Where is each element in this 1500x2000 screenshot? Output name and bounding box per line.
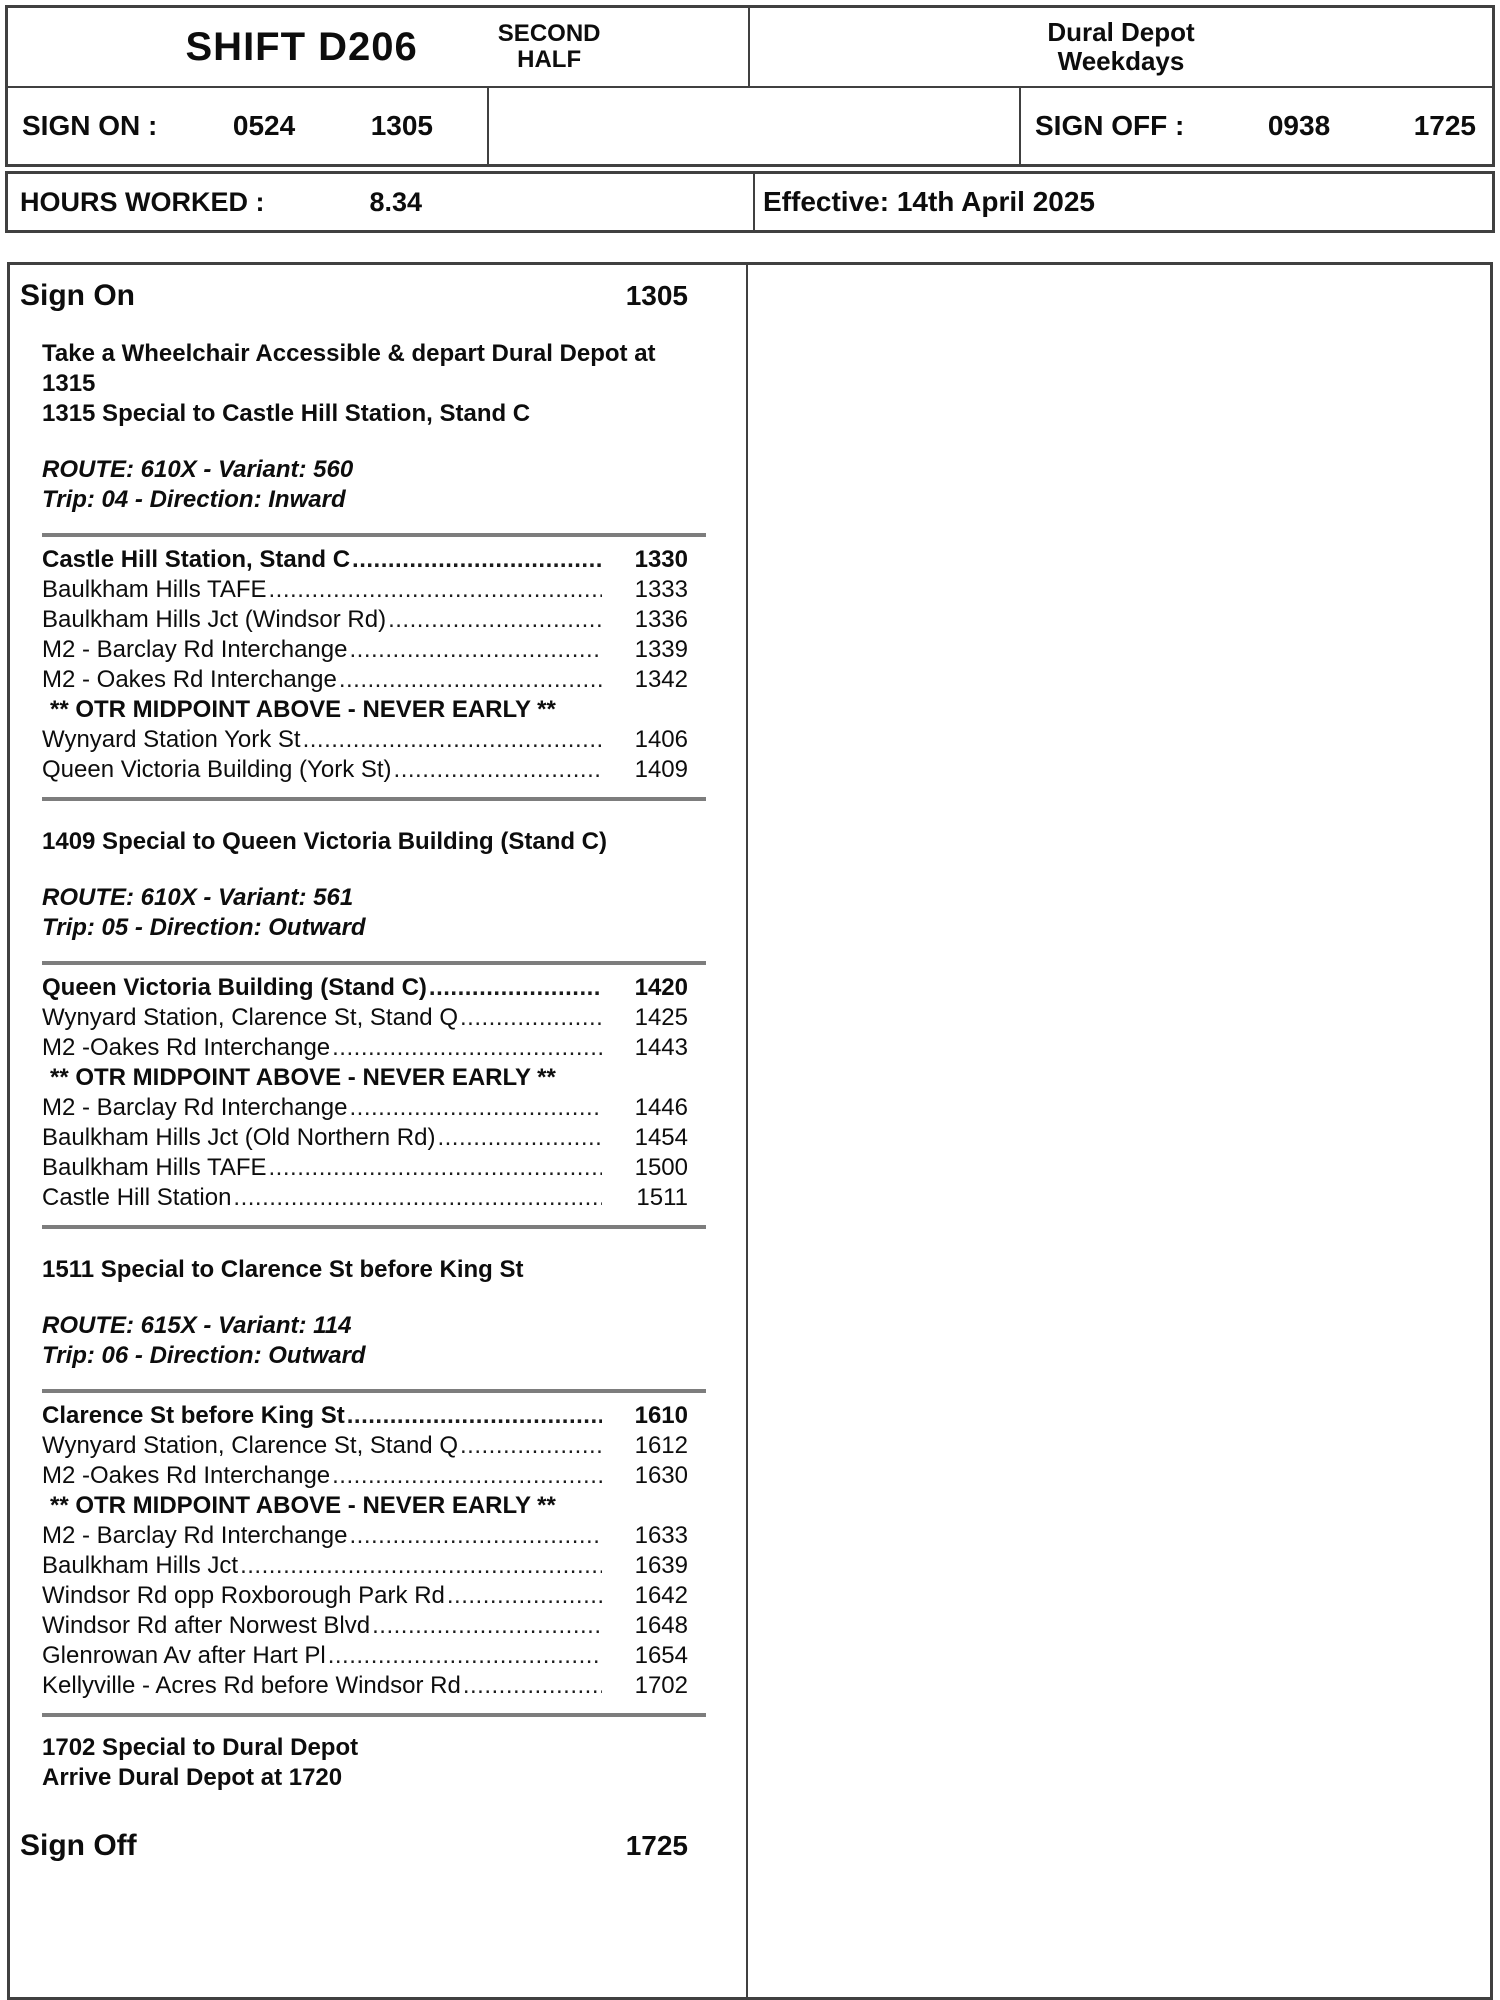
dot-leader	[269, 575, 602, 605]
stop-name: Wynyard Station, Clarence St, Stand Q	[42, 1004, 458, 1031]
stop-name: Castle Hill Station, Stand C	[42, 546, 351, 573]
section-divider	[42, 1713, 706, 1717]
instruction-line: 1511 Special to Clarence St before King St	[42, 1256, 524, 1283]
sign-off-time-first: 0938	[1267, 110, 1331, 141]
midpoint-note: ** OTR MIDPOINT ABOVE - NEVER EARLY **	[50, 1492, 556, 1519]
midpoint-note: ** OTR MIDPOINT ABOVE - NEVER EARLY **	[50, 696, 556, 723]
stop-time: 1630	[634, 1462, 688, 1489]
stop-name: M2 - Oakes Rd Interchange	[42, 666, 337, 693]
stop-time: 1333	[634, 576, 688, 603]
hours-worked-value: 8.34	[369, 186, 423, 217]
instruction-line: Take a Wheelchair Accessible & depart Dural Depot at	[42, 340, 656, 367]
stop-row	[42, 665, 706, 695]
dot-leader	[388, 605, 602, 635]
stop-time: 1342	[634, 666, 688, 693]
closing-line: Arrive Dural Depot at 1720	[42, 1764, 343, 1791]
stop-name: Queen Victoria Building (York St)	[42, 756, 392, 783]
duty-left-column	[10, 265, 748, 1997]
dot-leader	[460, 1003, 602, 1033]
depot-name: Dural Depot	[1047, 17, 1195, 47]
stop-time: 1446	[634, 1094, 688, 1121]
trip-header	[42, 1311, 732, 1371]
dot-leader	[447, 1581, 602, 1611]
body-sign-on-time: 1305	[625, 280, 688, 311]
stop-name: Baulkham Hills TAFE	[42, 576, 267, 603]
stop-row	[42, 545, 706, 575]
dot-leader	[339, 665, 602, 695]
stop-list	[42, 973, 706, 1213]
instruction-line: 1315	[42, 370, 96, 397]
stop-row	[42, 1551, 706, 1581]
stop-name: Windsor Rd opp Roxborough Park Rd	[42, 1582, 445, 1609]
section-divider	[42, 1225, 706, 1229]
header-title-row	[8, 8, 1492, 88]
dot-leader	[349, 1521, 602, 1551]
instruction-line: 1315 Special to Castle Hill Station, Stand C	[42, 400, 531, 427]
stop-row	[42, 1153, 706, 1183]
section-divider	[42, 533, 706, 537]
section-divider	[42, 797, 706, 801]
stop-name: M2 - Barclay Rd Interchange	[42, 636, 348, 663]
stop-time: 1702	[634, 1672, 688, 1699]
stop-name: M2 - Barclay Rd Interchange	[42, 1094, 348, 1121]
stop-row	[42, 1401, 706, 1431]
stop-time: 1642	[634, 1582, 688, 1609]
dot-leader	[352, 545, 602, 575]
duty-right-column-empty	[748, 265, 1490, 1997]
stop-list	[42, 545, 706, 785]
dot-leader	[233, 1183, 602, 1213]
stop-name: M2 - Barclay Rd Interchange	[42, 1522, 348, 1549]
dot-leader	[394, 755, 602, 785]
stop-time: 1330	[634, 546, 688, 573]
stop-row	[42, 605, 706, 635]
trip-direction-line: Trip: 05 - Direction: Outward	[42, 914, 366, 941]
stop-name: Baulkham Hills Jct (Windsor Rd)	[42, 606, 387, 633]
body-sign-off-row	[20, 1829, 702, 1863]
stop-time: 1511	[636, 1184, 688, 1211]
stop-list	[42, 1401, 706, 1701]
stop-row	[42, 1641, 706, 1671]
stop-row	[42, 725, 706, 755]
trip-header	[42, 455, 732, 515]
dot-leader	[328, 1641, 602, 1671]
stop-name: Queen Victoria Building (Stand C)	[42, 974, 427, 1001]
dot-leader	[437, 1123, 602, 1153]
dot-leader	[332, 1461, 602, 1491]
sign-on-label: SIGN ON :	[22, 110, 158, 141]
stop-row	[42, 1611, 706, 1641]
hours-worked-cell	[8, 174, 755, 230]
stop-time: 1406	[634, 726, 688, 753]
stop-time: 1420	[634, 974, 688, 1001]
stop-row	[42, 1581, 706, 1611]
stop-row	[42, 635, 706, 665]
depot-cell	[750, 8, 1492, 86]
trip-section	[20, 1255, 732, 1717]
shift-half-line1: SECOND	[497, 20, 601, 47]
header-table	[5, 5, 1495, 167]
section-divider	[42, 1389, 706, 1393]
dot-leader	[460, 1431, 602, 1461]
sign-off-summary-cell	[1021, 88, 1492, 164]
body-sign-on-label: Sign On	[20, 279, 135, 312]
stop-row	[42, 1461, 706, 1491]
shift-title-cell	[8, 8, 750, 86]
stop-time: 1443	[634, 1034, 688, 1061]
stop-row	[42, 1123, 706, 1153]
stop-time: 1639	[634, 1552, 688, 1579]
dot-leader	[429, 973, 602, 1003]
sign-on-summary-cell	[8, 88, 489, 164]
route-variant-line: ROUTE: 610X - Variant: 560	[42, 456, 354, 483]
stop-name: Baulkham Hills TAFE	[42, 1154, 267, 1181]
stop-time: 1425	[634, 1004, 688, 1031]
stop-name: M2 -Oakes Rd Interchange	[42, 1462, 331, 1489]
stop-time: 1336	[634, 606, 688, 633]
midpoint-note: ** OTR MIDPOINT ABOVE - NEVER EARLY **	[50, 1064, 556, 1091]
stop-time: 1612	[634, 1432, 688, 1459]
stop-time: 1654	[634, 1642, 688, 1669]
trip-direction-line: Trip: 06 - Direction: Outward	[42, 1342, 366, 1369]
stop-name: Wynyard Station, Clarence St, Stand Q	[42, 1432, 458, 1459]
body-sign-on-row	[20, 279, 702, 313]
service-instructions	[42, 339, 732, 429]
effective-date: Effective: 14th April 2025	[763, 186, 1095, 217]
stop-name: Baulkham Hills Jct (Old Northern Rd)	[42, 1124, 436, 1151]
stop-time: 1610	[634, 1402, 688, 1429]
closing-instructions	[42, 1733, 732, 1793]
sign-off-label: SIGN OFF :	[1035, 110, 1185, 141]
stop-row	[42, 1671, 706, 1701]
dot-leader	[349, 635, 602, 665]
shift-half-label	[498, 21, 601, 73]
closing-line: 1702 Special to Dural Depot	[42, 1734, 359, 1761]
stop-row	[42, 1033, 706, 1063]
stop-row	[42, 1003, 706, 1033]
route-variant-line: ROUTE: 610X - Variant: 561	[42, 884, 354, 911]
dot-leader	[349, 1093, 602, 1123]
stop-time: 1454	[634, 1124, 688, 1151]
stop-name: Glenrowan Av after Hart Pl	[42, 1642, 326, 1669]
stop-row	[42, 1521, 706, 1551]
stop-time: 1633	[634, 1522, 688, 1549]
hours-effective-table	[5, 171, 1495, 233]
service-instructions	[42, 1255, 732, 1285]
header-empty-cell	[489, 88, 1021, 164]
stop-time: 1339	[634, 636, 688, 663]
depot-label	[1047, 18, 1194, 76]
stop-name: Clarence St before King St	[42, 1402, 345, 1429]
stop-time: 1500	[634, 1154, 688, 1181]
dot-leader	[240, 1551, 602, 1581]
shift-half-line2: HALF	[517, 46, 582, 73]
stop-row	[42, 1183, 706, 1213]
effective-date-cell	[755, 174, 1492, 230]
sign-on-time-second: 1305	[370, 110, 433, 141]
depot-daytype: Weekdays	[1057, 46, 1185, 76]
stop-row	[42, 755, 706, 785]
route-variant-line: ROUTE: 615X - Variant: 114	[42, 1312, 352, 1339]
dot-leader	[303, 725, 602, 755]
shift-title: SHIFT D206	[185, 24, 418, 69]
trip-sections	[20, 339, 732, 1717]
stop-time: 1648	[634, 1612, 688, 1639]
sign-off-time-second: 1725	[1413, 110, 1476, 141]
stop-name: Baulkham Hills Jct	[42, 1552, 239, 1579]
trip-direction-line: Trip: 04 - Direction: Inward	[42, 486, 346, 513]
stop-row	[42, 973, 706, 1003]
stop-name: M2 -Oakes Rd Interchange	[42, 1034, 331, 1061]
stop-row	[42, 575, 706, 605]
service-instructions	[42, 827, 732, 857]
header-sign-row	[8, 88, 1492, 164]
stop-row	[42, 1431, 706, 1461]
dot-leader	[332, 1033, 602, 1063]
trip-section	[20, 827, 732, 1229]
section-divider	[42, 961, 706, 965]
stop-name: Windsor Rd after Norwest Blvd	[42, 1612, 371, 1639]
sign-on-time-first: 0524	[232, 110, 296, 141]
hours-worked-label: HOURS WORKED :	[20, 186, 265, 217]
dot-leader	[372, 1611, 602, 1641]
dot-leader	[463, 1671, 602, 1701]
duty-detail-table	[7, 262, 1493, 2000]
stop-name: Wynyard Station York St	[42, 726, 301, 753]
stop-row	[42, 1093, 706, 1123]
stop-time: 1409	[634, 756, 688, 783]
trip-header	[42, 883, 732, 943]
body-sign-off-time: 1725	[625, 1830, 688, 1861]
body-sign-off-label: Sign Off	[20, 1829, 137, 1862]
instruction-line: 1409 Special to Queen Victoria Building (Stand C)	[42, 828, 608, 855]
trip-section	[20, 339, 732, 801]
stop-name: Castle Hill Station	[42, 1184, 232, 1211]
dot-leader	[269, 1153, 602, 1183]
stop-name: Kellyville - Acres Rd before Windsor Rd	[42, 1672, 461, 1699]
dot-leader	[347, 1401, 602, 1431]
